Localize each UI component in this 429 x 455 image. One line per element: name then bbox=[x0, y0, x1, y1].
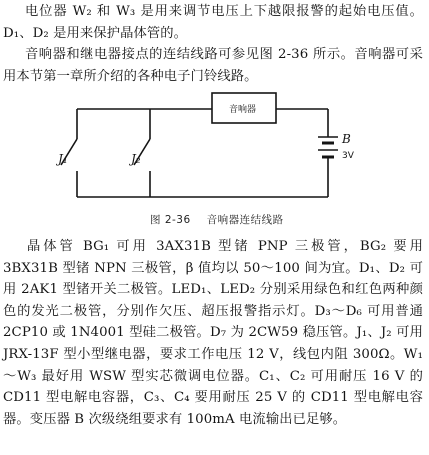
paragraph-sounder-connection: 音响器和继电器接点的连结线路可参见图 2-36 所示。音响器可采用本节第一章所介绍的各种电子门铃线路。 bbox=[3, 47, 423, 84]
battery-icon bbox=[318, 137, 338, 157]
figure-title: 音响器连结线路 bbox=[206, 214, 284, 226]
battery-voltage: 3V bbox=[342, 151, 354, 161]
figure-caption bbox=[150, 212, 284, 227]
switch-j2-label: J₂ bbox=[131, 152, 141, 166]
paragraph-components: 晶体管 BG₁ 可用 3AX31B 型锗 PNP 三极管，BG₂ 要用 3BX31B 型锗 NPN 三极管，β 值均以 50～100 间为宜。D₁、D₂ 可用 2AK1 型锗开关二极管。LED₁、LED₂ 分别采用绿色和红色两种颜色的发光二极管，分别作欠压、超压报警指示灯。D₃～D₆ 可用普通 2CP10 或 1N4001 型硅二极管。D₇ 为 2CW59 稳压管。J₁、J₂ 可用 JRX-13F 型小型继电器，要求工作电压 12 V，线包内阻 300Ω。W₁～W₃ 最好用 WSW 型实芯微调电位器。C₁、C₂ 可用耐压 16 V 的 CD11 型电解电容器，C₃、C₄ 要用耐压 25 V 的 CD11 型电解电容器。变压器 B 次级绕组要求有 100mA 电流输出已足够。 bbox=[3, 239, 423, 427]
battery-label: B bbox=[342, 132, 351, 146]
figure-number: 图 2-36 bbox=[150, 214, 191, 226]
switch-j1-label: J₁ bbox=[58, 152, 68, 166]
paragraph-potentiometer: 电位器 W₂ 和 W₃ 是用来调节电压上下越限报警的起始电压值。D₁、D₂ 是用来保护晶体管的。 bbox=[3, 4, 423, 41]
sounder-label: 音响器 bbox=[229, 105, 257, 115]
sounder-circuit-diagram bbox=[0, 85, 429, 210]
